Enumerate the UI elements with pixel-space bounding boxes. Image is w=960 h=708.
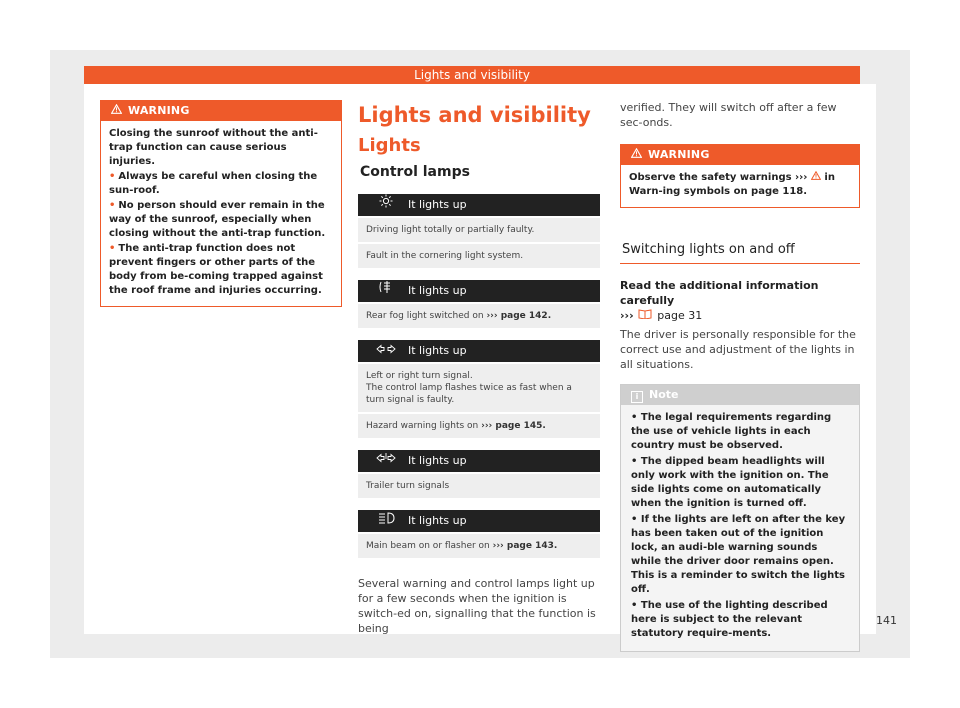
lamp-row: Trailer turn signals — [358, 474, 600, 498]
note-body — [621, 405, 859, 651]
column-middle — [358, 100, 600, 636]
warning-header — [621, 145, 859, 165]
warning-triangle-icon — [811, 172, 821, 183]
note-info-icon: i — [631, 391, 643, 403]
lamp-row: Fault in the cornering light system. — [358, 244, 600, 268]
warning-box — [620, 144, 860, 208]
rear-fog-light-icon — [374, 280, 398, 302]
book-icon — [637, 309, 653, 322]
page-link[interactable]: page 31 — [657, 309, 703, 322]
light-bulb-icon — [374, 194, 398, 216]
subsection-title: Control lamps — [360, 164, 470, 180]
warning-box — [100, 100, 342, 307]
warning-bullet: • Always be careful when closing the sun-roof. — [109, 171, 318, 196]
lamp-row: Driving light totally or partially faulty. — [358, 218, 600, 242]
warning-intro: Closing the sunroof without the anti-trap function can cause serious injuries. — [109, 128, 318, 167]
main-beam-icon — [374, 510, 398, 532]
lamp-header: It lights up — [358, 510, 600, 532]
column-right — [620, 100, 860, 652]
lamp-header: It lights up — [358, 194, 600, 216]
lamp-header: It lights up — [358, 340, 600, 362]
turn-signal-icon — [374, 340, 398, 362]
lamp-header: It lights up — [358, 450, 600, 472]
chapter-header: Lights and visibility — [84, 66, 860, 84]
note-bullet: • If the lights are left on after the key has been taken out of the ignition lock, an audi-ble warning sounds while the driver door remains open. This is a reminder to switch the lights off. — [631, 514, 846, 595]
warning-label: WARNING — [128, 104, 190, 117]
lamp-row: Hazard warning lights on ››› page 145. — [358, 414, 600, 438]
warning-bullet: • The anti-trap function does not prevent fingers or other parts of the body from be-coming trapped against the roof frame and injuries occurring. — [109, 243, 323, 296]
column-left — [100, 100, 342, 307]
body-paragraph: The driver is personally responsible for the correct use and adjustment of the lights in all situations. — [620, 328, 856, 371]
note-header: i Note — [621, 385, 859, 405]
lamp-row: Left or right turn signal. The control lamp flashes twice as fast when a turn signal is faulty. — [358, 364, 600, 412]
body-paragraph: Several warning and control lamps light up for a few seconds when the ignition is switch-ed on, signalling that the function is being — [358, 577, 596, 635]
lamp-row: Rear fog light switched on ››› page 142. — [358, 304, 600, 328]
warning-header — [101, 101, 341, 121]
note-box — [620, 384, 860, 652]
warning-bullet: • No person should ever remain in the way of the sunroof, especially when closing without the anti-trap function. — [109, 200, 326, 239]
page-number: 141 — [876, 614, 897, 627]
warning-triangle-icon — [631, 145, 642, 165]
section-heading: Switching lights on and off — [620, 236, 860, 264]
warning-body — [101, 121, 341, 306]
lamp-header: It lights up — [358, 280, 600, 302]
lamp-row: Main beam on or flasher on ››› page 143. — [358, 534, 600, 558]
note-bullet: • The legal requirements regarding the use of vehicle lights in each country must be observed. — [631, 412, 832, 451]
section-title: Lights — [358, 135, 421, 156]
warning-body: Observe the safety warnings ››› in Warn-ing symbols on page 118. — [629, 172, 835, 197]
warning-label: WARNING — [648, 148, 710, 161]
trailer-turn-signal-icon — [374, 450, 398, 472]
warning-triangle-icon — [111, 101, 122, 121]
page-title: Lights and visibility — [358, 103, 591, 127]
body-paragraph: verified. They will switch off after a few sec-onds. — [620, 101, 837, 129]
read-more-text: Read the additional information carefully ››› page 31 — [620, 279, 819, 322]
note-bullet: • The dipped beam headlights will only work with the ignition on. The side lights come on automatically when the ignition is turned off. — [631, 456, 829, 509]
note-bullet: • The use of the lighting described here is subject to the relevant statutory require-ments. — [631, 600, 828, 639]
